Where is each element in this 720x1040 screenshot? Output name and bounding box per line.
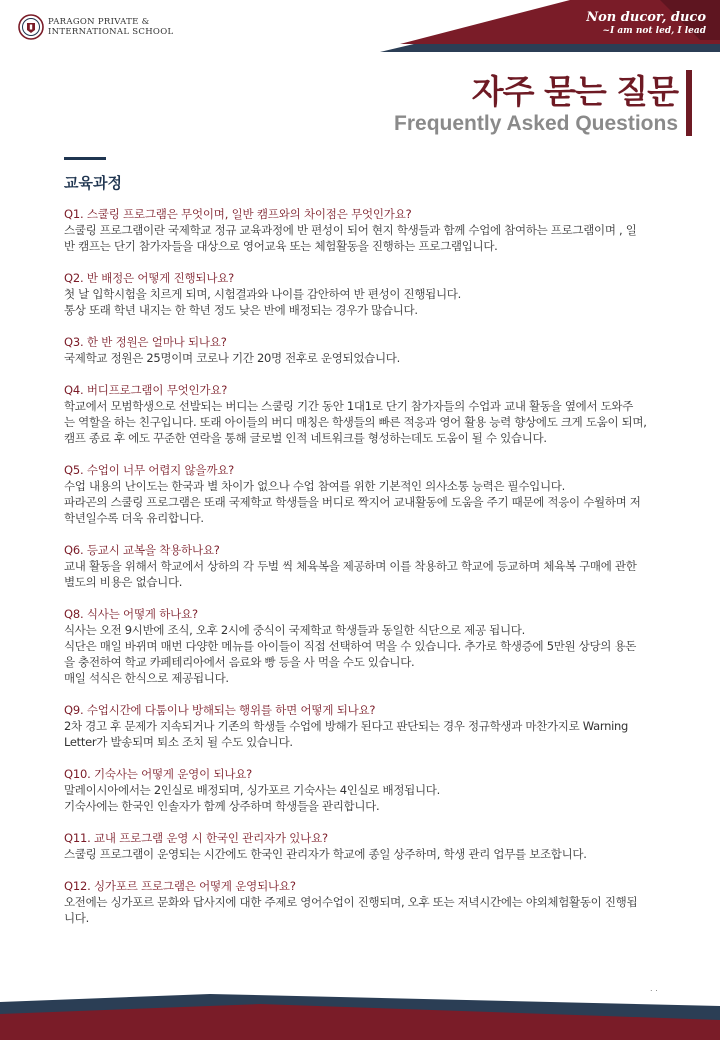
school-motto xyxy=(586,10,706,37)
faq-answer-line: 교내 활동을 위해서 학교에서 상하의 각 두벌 씩 체육복을 제공하며 이를 착용하고 학교에 등교하며 체육복 구매에 관한 xyxy=(64,559,637,573)
faq-list xyxy=(64,206,688,942)
faq-answer-line: 2차 경고 후 문제가 지속되거나 기존의 학생들 수업에 방해가 된다고 판단되는 경우 정규학생과 마찬가지로 Warning xyxy=(64,719,628,733)
faq-answer-line: 니다. xyxy=(64,911,89,925)
faq-item xyxy=(64,206,688,254)
faq-item xyxy=(64,270,688,318)
school-name xyxy=(48,17,173,37)
faq-question: Q3. 한 반 정원은 얼마나 되나요? xyxy=(64,335,227,349)
faq-answer-line: 는 역할을 하는 친구입니다. 또래 아이들의 버디 매칭은 학생들의 빠른 적응과 영어 활용 능력 향상에도 크게 도움이 되며, xyxy=(64,415,647,429)
motto-translation: ~I am not led, I lead xyxy=(602,26,706,36)
faq-answer-line: 을 충전하여 학교 카페테리아에서 음료와 빵 등을 사 먹을 수도 있습니다. xyxy=(64,655,415,669)
faq-answer-line: 수업 내용의 난이도는 한국과 별 차이가 없으나 수업 참여를 위한 기본적인 의사소통 능력은 필수입니다. xyxy=(64,479,565,493)
faq-answer-line: 첫 날 입학시험을 치르게 되며, 시험결과와 나이를 감안하여 반 편성이 진행됩니다. xyxy=(64,287,461,301)
faq-item xyxy=(64,382,688,446)
faq-answer-line: 말레이시아에서는 2인실로 배정되며, 싱가포르 기숙사는 4인실로 배정됩니다. xyxy=(64,783,440,797)
title-accent-bar xyxy=(686,70,692,136)
faq-answer-line: 스쿨링 프로그램이란 국제학교 정규 교육과정에 반 편성이 되어 현지 학생들과 함께 수업에 참여하는 프로그램이며 , 일 xyxy=(64,223,637,237)
faq-item xyxy=(64,766,688,814)
footer-band xyxy=(0,994,720,1040)
faq-item xyxy=(64,830,688,862)
footer-dots: . . xyxy=(650,984,658,993)
motto-latin: Non ducor, duco xyxy=(586,10,706,25)
faq-question: Q2. 반 배정은 어떻게 진행되나요? xyxy=(64,271,235,285)
faq-answer-line: Letter가 발송되며 퇴소 조치 될 수도 있습니다. xyxy=(64,735,293,749)
school-name-line1: PARAGON PRIVATE & xyxy=(48,17,150,27)
faq-question: Q6. 등교시 교복을 착용하나요? xyxy=(64,543,220,557)
faq-question: Q10. 기숙사는 어떻게 운영이 되나요? xyxy=(64,767,253,781)
faq-item xyxy=(64,462,688,526)
faq-answer-line: 스쿨링 프로그램이 운영되는 시간에도 한국인 관리자가 학교에 종일 상주하며, 학생 관리 업무를 보조합니다. xyxy=(64,847,587,861)
faq-answer-line: 학년일수록 더욱 유리합니다. xyxy=(64,511,204,525)
faq-answer-line: 오전에는 싱가포르 문화와 답사지에 대한 주제로 영어수업이 진행되며, 오후 또는 저녁시간에는 야외체험활동이 진행됩 xyxy=(64,895,638,909)
school-name-line2: INTERNATIONAL SCHOOL xyxy=(48,27,174,37)
school-crest-icon xyxy=(18,12,44,44)
faq-question: Q5. 수업이 너무 어렵지 않을까요? xyxy=(64,463,235,477)
faq-item xyxy=(64,878,688,926)
faq-answer-line: 식사는 오전 9시반에 조식, 오후 2시에 중식이 국제학교 학생들과 동일한 식단으로 제공 됩니다. xyxy=(64,623,525,637)
faq-answer-line: 기숙사에는 한국인 인솔자가 함께 상주하며 학생들을 관리합니다. xyxy=(64,799,380,813)
faq-answer-line: 파라곤의 스쿨링 프로그램은 또래 국제학교 학생들을 버디로 짝지어 교내활동에 도움을 주기 때문에 적응이 수월하며 저 xyxy=(64,495,641,509)
faq-question: Q1. 스쿨링 프로그램은 무엇이며, 일반 캠프와의 차이점은 무엇인가요? xyxy=(64,207,412,221)
faq-answer-line: 반 캠프는 단기 참가자들을 대상으로 영어교육 또는 체험활동을 진행하는 프로그램입니다. xyxy=(64,239,498,253)
faq-answer-line: 국제학교 정원은 25명이며 코로나 기간 20명 전후로 운영되었습니다. xyxy=(64,351,400,365)
faq-item xyxy=(64,334,688,366)
faq-item xyxy=(64,606,688,686)
faq-question: Q12. 싱가포르 프로그램은 어떻게 운영되나요? xyxy=(64,879,296,893)
faq-answer-line: 캠프 종료 후 에도 꾸준한 연락을 통해 글로벌 인적 네트워크를 형성하는데도 도움이 될 수 있습니다. xyxy=(64,431,547,445)
page-title-korean: 자주 묻는 질문 xyxy=(471,72,678,111)
faq-question: Q8. 식사는 어떻게 하나요? xyxy=(64,607,198,621)
faq-question: Q4. 버디프로그램이 무엇인가요? xyxy=(64,383,228,397)
faq-item xyxy=(64,702,688,750)
faq-answer-line: 통상 또래 학년 내지는 한 학년 정도 낮은 반에 배정되는 경우가 많습니다. xyxy=(64,303,418,317)
faq-answer-line: 별도의 비용은 없습니다. xyxy=(64,575,183,589)
section-title: 교육과정 xyxy=(64,174,122,192)
page-title-english: Frequently Asked Questions xyxy=(394,112,678,135)
faq-answer-line: 매일 석식은 한식으로 제공됩니다. xyxy=(64,671,229,685)
section-rule xyxy=(64,157,106,160)
faq-question: Q11. 교내 프로그램 운영 시 한국인 관리자가 있나요? xyxy=(64,831,328,845)
faq-question: Q9. 수업시간에 다툼이나 방해되는 행위를 하면 어떻게 되나요? xyxy=(64,703,376,717)
faq-answer-line: 학교에서 모범학생으로 선발되는 버디는 스쿨링 기간 동안 1대1로 단기 참가자들의 수업과 교내 활동을 옆에서 도와주 xyxy=(64,399,634,413)
faq-item xyxy=(64,542,688,590)
faq-answer-line: 식단은 매일 바뀌며 매번 다양한 메뉴를 아이들이 직접 선택하여 먹을 수 있습니다. 추가로 학생증에 5만원 상당의 용돈 xyxy=(64,639,637,653)
